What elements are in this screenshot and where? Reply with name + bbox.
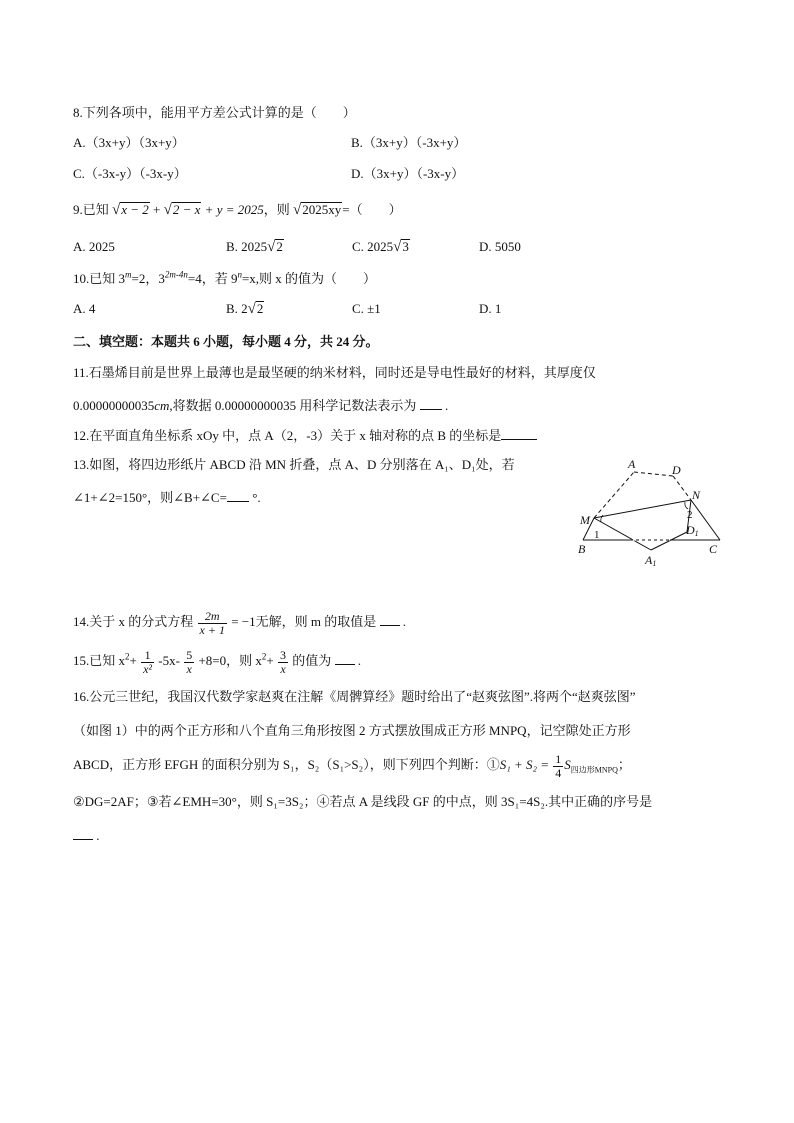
radical-sign-icon: √ [293, 202, 302, 218]
label-a1: A1 [645, 553, 657, 568]
q15-stem: 15.已知 $x^2+$ $\frac{1}{\text{x²}}$ -5x- $\frac{5}{x}$ +8=0，则 $x^2+$ $\frac{3}{x}$ 的值为 . [73, 647, 361, 676]
q16-line1: 16.公元三世纪，我国汉代数学家赵爽在注解《周髀算经》题时给出了“赵爽弦图”.将两个“赵爽弦图” [73, 689, 636, 704]
q9-option-a: A. 2025 [73, 239, 115, 254]
radical-sign-icon: √ [163, 202, 172, 218]
q11-line1: 11.石墨烯目前是世界上最薄也是最坚硬的纳米材料，同时还是导电性最好的材料，其厚度仅 [73, 365, 596, 380]
label-n: N [692, 488, 701, 502]
q8-stem: 8.下列各项中，能用平方差公式计算的是（ ） [73, 105, 356, 120]
q10-stem: 10.已知 $3^m=2$，$3^{2m-4n}=4$，若 $9^n=x$,则 x 的值为（ ） [73, 269, 377, 286]
section-heading: 二、填空题：本题共 6 小题，每小题 4 分，共 24 分。 [73, 334, 379, 349]
label-c: C [709, 542, 718, 556]
answer-blank[interactable] [501, 426, 537, 440]
angle2-arc [685, 502, 688, 509]
q8-option-b: B.（3x+y）（-3x+y） [351, 135, 467, 150]
radical-sign-icon: √ [267, 239, 276, 255]
label-angle1: 1 [594, 529, 600, 541]
q11-line2: 0.00000000035cm,将数据 0.00000000035 用科学记数法表示为 . [73, 398, 449, 413]
q9-equation-tail: + y = 2025 [204, 202, 264, 217]
q9-mid: ，则 [263, 202, 290, 217]
label-m: M [580, 513, 590, 527]
q10-option-a: A. 4 [73, 301, 96, 316]
segment-ma-dashed [594, 472, 634, 518]
q13-line2: ∠1+∠2=150°，则∠B+∠C= °. [73, 490, 261, 505]
q9-radicand-2: 2 − x [172, 202, 201, 217]
q9-stem: 9.已知 √x − 2 + √2 − x + y = 2025，则 √2025xy=（ ） [73, 202, 402, 218]
segment-ma1 [594, 518, 651, 550]
label-b: B [578, 542, 586, 556]
q9-option-d: D. 5050 [479, 239, 521, 254]
segment-dn-dashed [673, 476, 691, 500]
q9-radicand-3: 2025xy [302, 202, 342, 217]
q16-line5: . [73, 826, 100, 845]
folding-figure [570, 452, 730, 574]
q9-option-c: C. 2025√3 [352, 239, 409, 255]
segment-ad-dashed [634, 472, 673, 476]
label-a: A [628, 457, 636, 471]
radical-sign-icon: √ [247, 301, 256, 317]
q14-fraction: $\frac{2m}{x + 1}$ [199, 608, 225, 637]
label-d1: D1 [686, 523, 699, 538]
q14-stem: 14.关于 x 的分式方程 $\frac{2m}{x + 1}$ = −1无解，则 m 的取值是 . [73, 608, 406, 637]
label-d: D [672, 463, 681, 477]
q16-line3: ABCD，正方形 EFGH 的面积分别为 S₁，S₂（S₁>S₂），则下列四个判断：①S₁ + S₂ = $\frac{1}{4}$ $S_{四边形MNPQ}$； [73, 751, 631, 780]
answer-blank[interactable] [380, 612, 400, 626]
radical-sign-icon: √ [112, 202, 121, 218]
q9-radicand-1: x − 2 [121, 202, 149, 217]
q10-option-d: D. 1 [479, 301, 502, 316]
q8-option-c: C.（-3x-y）（-3x-y） [73, 166, 187, 181]
q9-end: =（ ） [342, 202, 402, 217]
answer-blank[interactable] [73, 826, 93, 840]
answer-blank[interactable] [227, 488, 249, 502]
q10-option-b: B. 2√2 [226, 301, 264, 317]
q16-line2: （如图 1）中的两个正方形和八个直角三角形按图 2 方式摆放围成正方形 MNPQ，记空隙处正方形 [73, 723, 631, 738]
q8-option-a: A.（3x+y）（3x+y） [73, 135, 185, 150]
q9-option-b: B. 2025√2 [226, 239, 283, 255]
q8-option-d: D.（3x+y）（-3x-y） [351, 166, 465, 181]
q16-line4: ②DG=2AF；③若∠EMH=30°，则 S₁=3S₂；④若点 A 是线段 GF 的中点，则 3S₁=4S₂.其中正确的序号是 [73, 794, 653, 809]
q13-line1: 13.如图，将四边形纸片 ABCD 沿 MN 折叠，点 A、D 分别落在 A₁、D₁处，若 [73, 457, 515, 472]
segment-mn [594, 500, 691, 518]
answer-blank[interactable] [420, 396, 442, 410]
q10-option-c: C. ±1 [352, 301, 381, 316]
q9-prefix: 9.已知 [73, 202, 109, 217]
answer-blank[interactable] [335, 651, 355, 665]
segment-a1d1 [651, 532, 687, 550]
label-angle2: 2 [687, 509, 693, 521]
radical-sign-icon: √ [393, 239, 402, 255]
q12-stem: 12.在平面直角坐标系 xOy 中，点 A（2，-3）关于 x 轴对称的点 B 的坐标是 [73, 426, 537, 445]
